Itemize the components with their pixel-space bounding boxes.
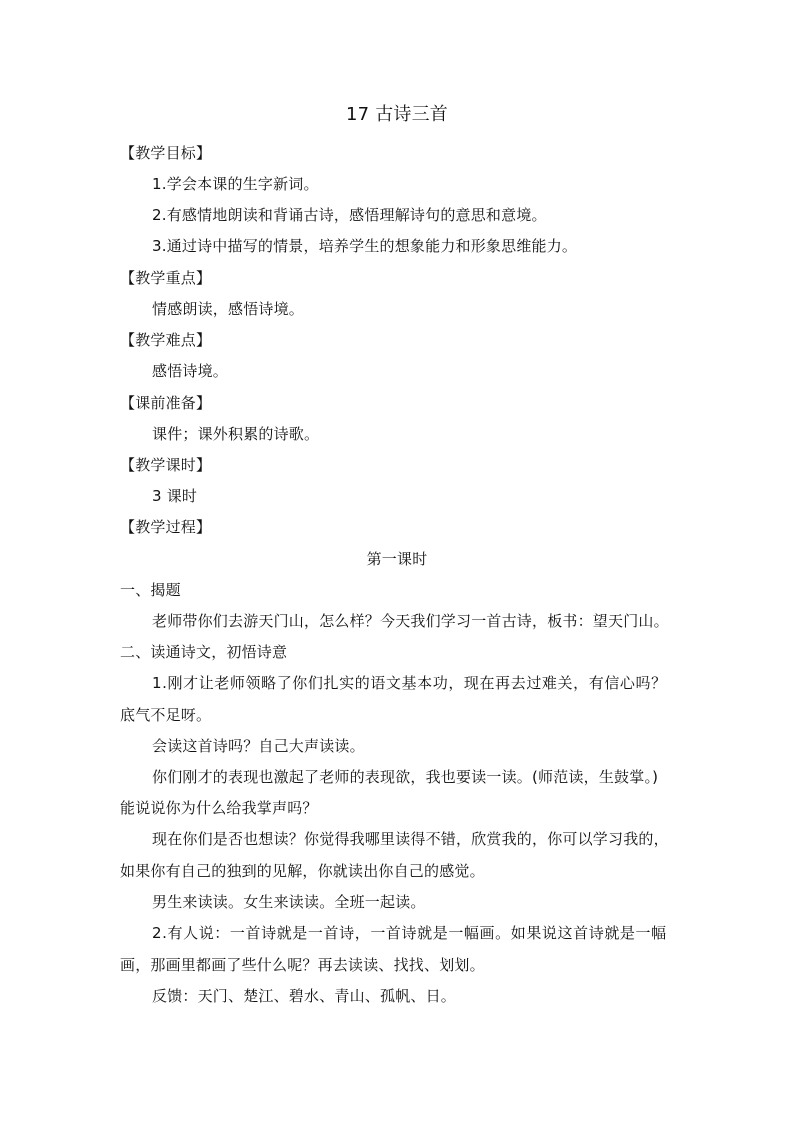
difficulty-heading: 【教学难点】 xyxy=(120,331,212,349)
page-title: 17 古诗三首 xyxy=(345,104,449,125)
preparation-heading: 【课前准备】 xyxy=(120,394,212,412)
paragraph: 现在你们是否也想读？你觉得我哪里读得不错，欣赏我的，你可以学习我的， xyxy=(152,830,669,848)
paragraph: 会读这首诗吗？自己大声读读。 xyxy=(152,737,365,755)
difficulty-text: 感悟诗境。 xyxy=(152,362,229,380)
paragraph: 如果你有自己的独到的见解，你就读出你自己的感觉。 xyxy=(120,862,485,880)
process-heading: 【教学过程】 xyxy=(120,518,212,536)
paragraph: 反馈：天门、楚江、碧水、青山、孤帆、日。 xyxy=(152,987,457,1005)
paragraph: 你们刚才的表现也激起了老师的表现欲，我也要读一读。(师范读，生鼓掌。) xyxy=(152,768,659,786)
paragraph: 男生来读读。女生来读读。全班一起读。 xyxy=(152,893,426,911)
paragraph: 1.刚才让老师领略了你们扎实的语文基本功，现在再去过难关，有信心吗？ xyxy=(152,674,667,692)
paragraph: 2.有人说：一首诗就是一首诗，一首诗就是一幅画。如果说这首诗就是一幅 xyxy=(152,924,667,942)
paragraph: 老师带你们去游天门山，怎么样？今天我们学习一首古诗，板书：望天门山。 xyxy=(152,612,669,630)
objective-item: 2.有感情地朗读和背诵古诗，感悟理解诗句的意思和意境。 xyxy=(152,206,547,224)
paragraph: 能说说你为什么给我掌声吗？ xyxy=(120,799,318,817)
objectives-heading: 【教学目标】 xyxy=(120,144,212,162)
hours-text: 3 课时 xyxy=(152,487,198,505)
paragraph: 底气不足呀。 xyxy=(120,706,212,724)
objective-item: 3.通过诗中描写的情景，培养学生的想象能力和形象思维能力。 xyxy=(152,237,578,255)
section-title: 二、读通诗文，初悟诗意 xyxy=(120,643,288,661)
preparation-text: 课件；课外积累的诗歌。 xyxy=(152,425,320,443)
lesson-title: 第一课时 xyxy=(366,550,428,568)
hours-heading: 【教学课时】 xyxy=(120,456,212,474)
paragraph: 画，那画里都画了些什么呢？再去读读、找找、划划。 xyxy=(120,956,485,974)
section-title: 一、揭题 xyxy=(120,581,181,599)
objective-item: 1.学会本课的生字新词。 xyxy=(152,175,319,193)
key-points-text: 情感朗读，感悟诗境。 xyxy=(152,300,305,318)
key-points-heading: 【教学重点】 xyxy=(120,269,212,287)
